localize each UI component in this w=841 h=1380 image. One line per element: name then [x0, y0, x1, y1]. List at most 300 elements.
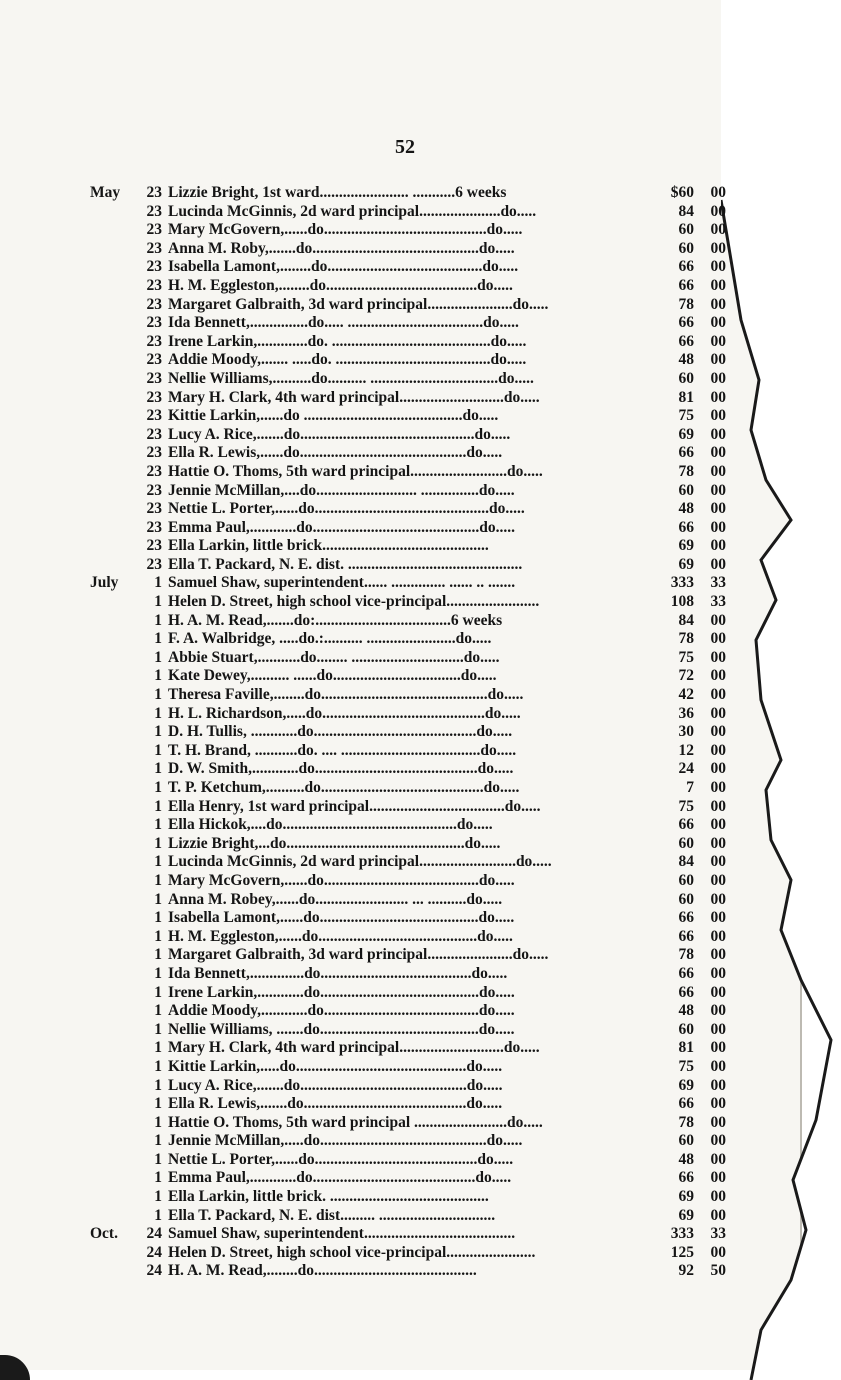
entry-day: 1	[154, 611, 162, 629]
entry-day: 1	[154, 723, 162, 741]
entry-cents: 00	[710, 258, 726, 276]
entry-description: Nellie Williams,..........do.......... .................................do.....	[168, 369, 534, 387]
entry-cents: 00	[710, 1057, 726, 1075]
entry-day: 23	[146, 388, 162, 406]
ledger-row	[0, 1244, 740, 1263]
entry-dollars: 333	[670, 1225, 694, 1243]
ledger-row	[0, 630, 740, 649]
ledger-row	[0, 240, 740, 259]
entry-description: Hattie O. Thoms, 5th ward principal ........................do.....	[168, 1113, 543, 1131]
entry-cents: 00	[710, 816, 726, 834]
entry-cents: 00	[710, 369, 726, 387]
entry-day: 23	[146, 295, 162, 313]
entry-dollars: 60	[678, 239, 694, 257]
entry-day: 1	[154, 983, 162, 1001]
entry-description: Jennie McMillan,.....do...........................................do.....	[168, 1132, 523, 1150]
ledger-row	[0, 1095, 740, 1114]
entry-dollars: 66	[678, 816, 694, 834]
entry-cents: 00	[710, 983, 726, 1001]
entry-day: 1	[154, 1150, 162, 1168]
entry-day: 1	[154, 1020, 162, 1038]
entry-description: Ella Larkin, little brick. .........................................	[168, 1188, 489, 1206]
entry-day: 1	[154, 964, 162, 982]
entry-day: 23	[146, 407, 162, 425]
entry-cents: 00	[710, 1020, 726, 1038]
entry-day: 23	[146, 202, 162, 220]
entry-day: 23	[146, 276, 162, 294]
entry-cents: 00	[710, 686, 726, 704]
entry-cents: 50	[710, 1262, 726, 1280]
entry-dollars: 66	[678, 314, 694, 332]
entry-description: Kittie Larkin,.....do............................................do.....	[168, 1057, 503, 1075]
entry-cents: 00	[710, 779, 726, 796]
entry-dollars: 66	[678, 444, 694, 462]
entry-dollars: 72	[678, 667, 694, 685]
entry-day: 1	[154, 890, 162, 908]
entry-description: Nettie L. Porter,......do..........................................do.....	[168, 1150, 514, 1168]
entry-cents: 00	[710, 648, 726, 666]
entry-dollars: 66	[678, 332, 694, 350]
ledger-row	[0, 1021, 740, 1040]
entry-day: 1	[154, 630, 162, 648]
entry-day: 1	[154, 1057, 162, 1075]
entry-cents: 00	[710, 1002, 726, 1020]
ledger-row	[0, 1077, 740, 1096]
entry-month: July	[90, 574, 119, 592]
entry-description: Hattie O. Thoms, 5th ward principal.........................do.....	[168, 462, 543, 480]
entry-description: D. H. Tullis, ............do..........................................do.....	[168, 723, 513, 741]
ledger-row	[0, 1169, 740, 1188]
entry-cents: 00	[710, 1206, 726, 1224]
entry-dollars: 42	[678, 686, 694, 704]
entry-cents: 33	[710, 1225, 726, 1243]
entry-dollars: 75	[678, 407, 694, 425]
ledger-row	[0, 593, 740, 612]
entry-dollars: 66	[678, 258, 694, 276]
entry-dollars: 36	[678, 704, 694, 722]
entry-day: 1	[154, 834, 162, 852]
entry-description: Isabella Lamont,......do.........................................do.....	[168, 909, 515, 927]
entry-description: Irene Larkin,............do.........................................do.....	[168, 983, 515, 1001]
entry-cents: 00	[710, 834, 726, 852]
entry-description: Lucinda McGinnis, 2d ward principal.........................do.....	[168, 853, 552, 871]
entry-description: Irene Larkin,.............do. .........................................do.....	[168, 332, 527, 350]
entry-description: H. A. M. Read,.......do:...................................6 weeks	[168, 611, 503, 629]
entry-description: Mary H. Clark, 4th ward principal...........................do.....	[168, 388, 540, 406]
ledger-row	[0, 1002, 740, 1021]
entry-description: Anna M. Robey,......do........................ ... ..........do.....	[168, 890, 503, 908]
entry-description: H. A. M. Read,........do..........................................	[168, 1262, 477, 1280]
entry-dollars: 69	[678, 537, 694, 555]
entry-dollars: 60	[678, 221, 694, 239]
entry-dollars: 84	[678, 202, 694, 220]
entry-dollars: 69	[678, 1188, 694, 1206]
entry-dollars: 84	[678, 853, 694, 871]
ledger-row	[0, 407, 740, 426]
ledger-row	[0, 574, 740, 593]
ledger-row	[0, 482, 740, 501]
entry-cents: 00	[710, 946, 726, 964]
ledger-row	[0, 1225, 740, 1244]
ledger-row	[0, 258, 740, 277]
entry-day: 24	[146, 1243, 162, 1261]
entry-day: 1	[154, 574, 162, 592]
entry-day: 23	[146, 351, 162, 369]
entry-description: Mary McGovern,......do........................................do.....	[168, 871, 515, 889]
entry-day: 1	[154, 1206, 162, 1224]
entry-day: 1	[154, 1039, 162, 1057]
entry-description: H. M. Eggleston,........do.......................................do.....	[168, 276, 513, 294]
entry-day: 23	[146, 481, 162, 499]
entry-description: Addie Moody,............do........................................do.....	[168, 1002, 515, 1020]
entry-description: T. H. Brand, ...........do. .... ....................................do.....	[168, 741, 517, 759]
entry-cents: 00	[710, 1039, 726, 1057]
entry-description: Kate Dewey,.......... ......do.................................do.....	[168, 667, 497, 685]
entry-day: 1	[154, 648, 162, 666]
entry-cents: 00	[710, 1169, 726, 1187]
ledger-row	[0, 370, 740, 389]
entry-cents: 00	[710, 1243, 726, 1261]
entry-cents: 33	[710, 593, 726, 611]
entry-cents: 00	[710, 630, 726, 648]
entry-description: Anna M. Roby,.......do...........................................do.....	[168, 239, 515, 257]
entry-cents: 00	[710, 1113, 726, 1131]
ledger-row	[0, 928, 740, 947]
entry-description: Theresa Faville,........do...........................................do.....	[168, 686, 524, 704]
ledger-row	[0, 816, 740, 835]
entry-dollars: 78	[678, 295, 694, 313]
entry-description: Emma Paul,............do..........................................do.....	[168, 1169, 512, 1187]
entry-dollars: 108	[670, 593, 694, 611]
entry-day: 1	[154, 686, 162, 704]
entry-cents: 00	[710, 295, 726, 313]
ledger-row	[0, 1262, 740, 1281]
entry-cents: 00	[710, 927, 726, 945]
entry-description: Helen D. Street, high school vice-principal........................	[168, 593, 540, 611]
page-number: 52	[395, 136, 415, 158]
entry-day: 1	[154, 1095, 162, 1113]
entry-cents: 00	[710, 667, 726, 685]
ledger-row	[0, 426, 740, 445]
entry-cents: 00	[710, 407, 726, 425]
entry-day: 1	[154, 779, 162, 796]
entry-cents: 00	[710, 314, 726, 332]
ledger-row	[0, 835, 740, 854]
entry-description: Lizzie Bright,...do..............................................do.....	[168, 834, 501, 852]
entry-description: Emma Paul,............do...........................................do.....	[168, 518, 516, 536]
entry-day: 1	[154, 1169, 162, 1187]
entry-dollars: 60	[678, 369, 694, 387]
entry-day: 23	[146, 314, 162, 332]
entry-dollars: 69	[678, 1206, 694, 1224]
entry-dollars: 12	[678, 741, 694, 759]
entry-dollars: 7	[686, 779, 694, 796]
entry-dollars: 66	[678, 983, 694, 1001]
entry-description: D. W. Smith,............do..........................................do.....	[168, 760, 514, 778]
entry-cents: 00	[710, 1132, 726, 1150]
ledger-row	[0, 612, 740, 631]
entry-day: 23	[146, 555, 162, 573]
ledger-row	[0, 277, 740, 296]
entry-cents: 00	[710, 555, 726, 573]
entry-day: 23	[146, 332, 162, 350]
entry-dollars: 24	[678, 760, 694, 778]
ledger-row	[0, 1114, 740, 1133]
entry-month: May	[90, 184, 121, 201]
ledger-row	[0, 1151, 740, 1170]
ledger-row	[0, 686, 740, 705]
entry-day: 1	[154, 760, 162, 778]
entry-day: 23	[146, 518, 162, 536]
ledger-row	[0, 1039, 740, 1058]
entry-cents: 00	[710, 221, 726, 239]
entry-dollars: 92	[678, 1262, 694, 1280]
entry-dollars: 60	[678, 1020, 694, 1038]
entry-day: 1	[154, 797, 162, 815]
entry-day: 23	[146, 184, 162, 201]
entry-description: Ida Bennett,..............do.......................................do.....	[168, 964, 508, 982]
ledger-row	[0, 853, 740, 872]
entry-cents: 00	[710, 1095, 726, 1113]
entry-dollars: 60	[678, 1132, 694, 1150]
ledger-row	[0, 333, 740, 352]
entry-cents: 00	[710, 1188, 726, 1206]
ledger-row	[0, 184, 740, 203]
ledger-row	[0, 203, 740, 222]
ledger-row	[0, 723, 740, 742]
entry-description: Ella Hickok,....do.............................................do.....	[168, 816, 493, 834]
entry-day: 1	[154, 1113, 162, 1131]
entry-description: Ella Larkin, little brick...........................................	[168, 537, 489, 555]
entry-day: 23	[146, 462, 162, 480]
entry-description: Kittie Larkin,......do .........................................do.....	[168, 407, 499, 425]
entry-cents: 00	[710, 388, 726, 406]
entry-dollars: 60	[678, 834, 694, 852]
entry-day: 23	[146, 258, 162, 276]
ledger-row	[0, 351, 740, 370]
ledger-row	[0, 463, 740, 482]
ledger-row	[0, 705, 740, 724]
entry-cents: 00	[710, 853, 726, 871]
ledger-row	[0, 1207, 740, 1226]
entry-description: Ella R. Lewis,.......do..........................................do.....	[168, 1095, 503, 1113]
entry-cents: 00	[710, 462, 726, 480]
ledger-row	[0, 1132, 740, 1151]
entry-cents: 00	[710, 500, 726, 518]
entry-description: Lucy A. Rice,.......do...........................................do.....	[168, 1076, 503, 1094]
entry-day: 1	[154, 593, 162, 611]
entry-cents: 00	[710, 481, 726, 499]
ledger-row	[0, 296, 740, 315]
entry-cents: 00	[710, 704, 726, 722]
entry-day: 1	[154, 853, 162, 871]
ledger-row	[0, 909, 740, 928]
entry-dollars: 69	[678, 425, 694, 443]
entry-cents: 00	[710, 239, 726, 257]
entry-description: Helen D. Street, high school vice-principal.......................	[168, 1243, 536, 1261]
entry-description: Isabella Lamont,........do........................................do.....	[168, 258, 519, 276]
entry-dollars: 30	[678, 723, 694, 741]
entry-day: 1	[154, 741, 162, 759]
entry-dollars: 333	[670, 574, 694, 592]
entry-dollars: 78	[678, 630, 694, 648]
ledger-row	[0, 946, 740, 965]
entry-description: Mary H. Clark, 4th ward principal...........................do.....	[168, 1039, 540, 1057]
entry-cents: 00	[710, 444, 726, 462]
entry-day: 1	[154, 704, 162, 722]
ledger-row	[0, 984, 740, 1003]
entry-cents: 00	[710, 890, 726, 908]
entry-dollars: 84	[678, 611, 694, 629]
ledger-row	[0, 389, 740, 408]
entry-description: Ella Henry, 1st ward principal...................................do.....	[168, 797, 541, 815]
entry-dollars: 75	[678, 797, 694, 815]
entry-day: 23	[146, 369, 162, 387]
entry-dollars: 81	[678, 1039, 694, 1057]
entry-cents: 00	[710, 276, 726, 294]
entry-day: 1	[154, 1132, 162, 1150]
ledger-row	[0, 1058, 740, 1077]
entry-cents: 00	[710, 797, 726, 815]
ledger-row	[0, 965, 740, 984]
entry-dollars: 78	[678, 1113, 694, 1131]
entry-description: F. A. Walbridge, .....do.:.......... .......................do.....	[168, 630, 492, 648]
entry-dollars: 75	[678, 1057, 694, 1075]
ledger-row	[0, 519, 740, 538]
entry-day: 1	[154, 1188, 162, 1206]
entry-cents: 00	[710, 184, 726, 201]
entry-day: 1	[154, 1002, 162, 1020]
entry-description: Nettie L. Porter,......do.............................................do.....	[168, 500, 525, 518]
entry-description: H. L. Richardson,.....do..........................................do.....	[168, 704, 521, 722]
entry-description: Ella T. Packard, N. E. dist......... ..............................	[168, 1206, 496, 1224]
entry-day: 1	[154, 946, 162, 964]
ledger-row	[0, 779, 740, 798]
entry-description: Jennie McMillan,....do.......................... ...............do.....	[168, 481, 515, 499]
ledger-row	[0, 872, 740, 891]
entry-dollars: 60	[678, 481, 694, 499]
entry-cents: 00	[710, 1150, 726, 1168]
entry-cents: 00	[710, 871, 726, 889]
entry-description: Ella T. Packard, N. E. dist. .............................................	[168, 555, 523, 573]
entry-dollars: 75	[678, 648, 694, 666]
ledger-row	[0, 667, 740, 686]
entry-description: Nellie Williams, .......do.........................................do.....	[168, 1020, 515, 1038]
entry-description: T. P. Ketchum,..........do..........................................do.....	[168, 779, 520, 796]
entry-day: 1	[154, 909, 162, 927]
entry-dollars: 66	[678, 927, 694, 945]
ledger-row	[0, 314, 740, 333]
ledger-row	[0, 444, 740, 463]
entry-dollars: 60	[678, 871, 694, 889]
entry-dollars: 48	[678, 351, 694, 369]
ledger-row	[0, 798, 740, 817]
entry-dollars: 48	[678, 500, 694, 518]
ledger-row	[0, 742, 740, 761]
entry-cents: 00	[710, 723, 726, 741]
entry-day: 1	[154, 927, 162, 945]
entry-description: Abbie Stuart,...........do........ .............................do.....	[168, 648, 500, 666]
entry-cents: 00	[710, 741, 726, 759]
ledger-row	[0, 500, 740, 519]
entry-day: 1	[154, 667, 162, 685]
entry-cents: 00	[710, 351, 726, 369]
entry-cents: 33	[710, 574, 726, 592]
ledger-row	[0, 649, 740, 668]
entry-description: Lucinda McGinnis, 2d ward principal.....................do.....	[168, 202, 537, 220]
entry-day: 1	[154, 1076, 162, 1094]
entry-dollars: 66	[678, 1095, 694, 1113]
entry-cents: 00	[710, 518, 726, 536]
entry-month: Oct.	[90, 1225, 118, 1243]
entry-day: 23	[146, 444, 162, 462]
entry-description: Lucy A. Rice,.......do.............................................do.....	[168, 425, 511, 443]
entry-cents: 00	[710, 1076, 726, 1094]
entry-description: Addie Moody,....... .....do. ........................................do.....	[168, 351, 527, 369]
entry-dollars: 69	[678, 555, 694, 573]
entry-cents: 00	[710, 332, 726, 350]
entry-day: 23	[146, 537, 162, 555]
entry-dollars: 78	[678, 462, 694, 480]
ledger-row	[0, 1188, 740, 1207]
ledger-entries	[0, 184, 740, 1281]
entry-description: Samuel Shaw, superintendent...... .............. ...... .. .......	[168, 574, 516, 592]
entry-dollars: $60	[670, 184, 694, 201]
entry-description: Margaret Galbraith, 3d ward principal......................do.....	[168, 295, 549, 313]
entry-description: Margaret Galbraith, 3d ward principal......................do.....	[168, 946, 549, 964]
entry-dollars: 66	[678, 518, 694, 536]
entry-day: 23	[146, 500, 162, 518]
entry-day: 1	[154, 816, 162, 834]
entry-description: Samuel Shaw, superintendent.......................................	[168, 1225, 516, 1243]
entry-cents: 00	[710, 909, 726, 927]
entry-day: 24	[146, 1225, 162, 1243]
entry-dollars: 66	[678, 276, 694, 294]
entry-dollars: 60	[678, 890, 694, 908]
entry-description: H. M. Eggleston,......do.........................................do.....	[168, 927, 513, 945]
entry-cents: 00	[710, 760, 726, 778]
entry-dollars: 81	[678, 388, 694, 406]
ledger-row	[0, 221, 740, 240]
entry-dollars: 78	[678, 946, 694, 964]
entry-dollars: 66	[678, 909, 694, 927]
entry-description: Mary McGovern,......do..........................................do.....	[168, 221, 523, 239]
entry-cents: 00	[710, 611, 726, 629]
entry-dollars: 66	[678, 1169, 694, 1187]
entry-dollars: 48	[678, 1150, 694, 1168]
entry-cents: 00	[710, 964, 726, 982]
entry-cents: 00	[710, 202, 726, 220]
entry-day: 23	[146, 425, 162, 443]
entry-dollars: 66	[678, 964, 694, 982]
entry-cents: 00	[710, 425, 726, 443]
entry-day: 24	[146, 1262, 162, 1280]
ledger-row	[0, 556, 740, 575]
ledger-row	[0, 537, 740, 556]
entry-dollars: 125	[670, 1243, 694, 1261]
entry-dollars: 48	[678, 1002, 694, 1020]
entry-day: 23	[146, 239, 162, 257]
entry-cents: 00	[710, 537, 726, 555]
entry-dollars: 69	[678, 1076, 694, 1094]
entry-day: 23	[146, 221, 162, 239]
ledger-row	[0, 891, 740, 910]
entry-description: Lizzie Bright, 1st ward....................... ...........6 weeks	[168, 184, 507, 201]
entry-description: Ella R. Lewis,......do...........................................do.....	[168, 444, 503, 462]
entry-day: 1	[154, 871, 162, 889]
entry-description: Ida Bennett,...............do..... ...................................do.....	[168, 314, 519, 332]
ledger-row	[0, 760, 740, 779]
